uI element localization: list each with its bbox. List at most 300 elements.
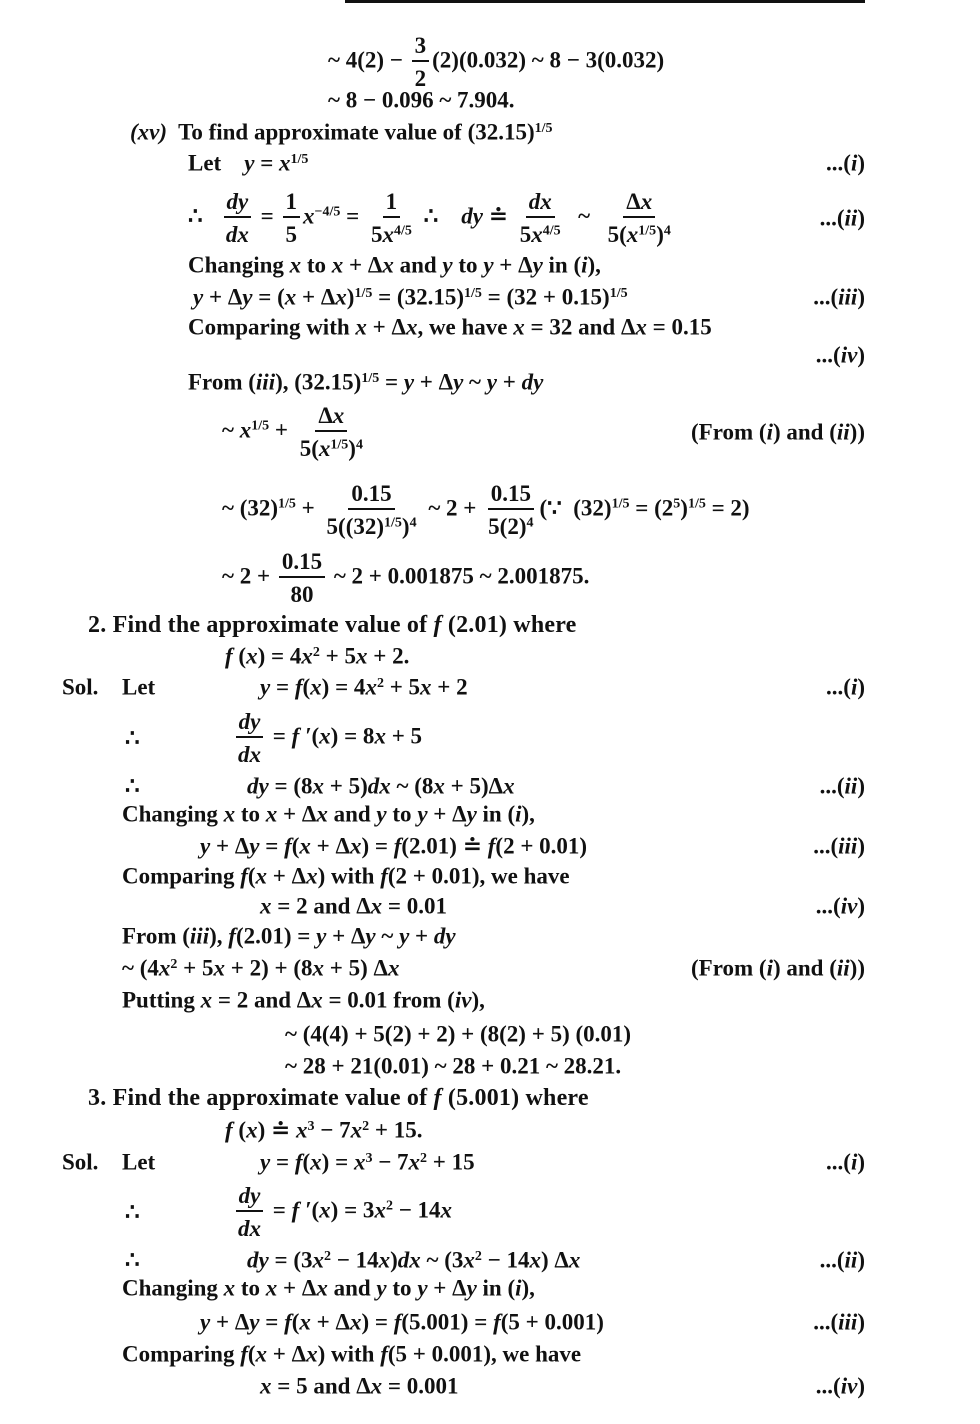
math-text: + Δ	[267, 863, 307, 889]
math-variable: y	[466, 1275, 477, 1301]
math-text: =	[254, 203, 280, 229]
math-text: − 14	[481, 1247, 530, 1273]
exponent: 1/5	[290, 151, 309, 167]
math-text: in (	[542, 252, 582, 278]
fraction-denominator	[368, 218, 415, 246]
math-text: ∴	[417, 203, 462, 229]
math-text: =	[254, 150, 280, 176]
differential-line	[247, 1249, 580, 1272]
math-text: 2. Find the approximate value of	[88, 612, 434, 638]
math-text: (5 + 0.001), we have	[387, 1341, 582, 1367]
math-text: (2.01) where	[441, 612, 577, 638]
math-variable: dy	[461, 203, 483, 229]
math-variable: i	[515, 801, 522, 827]
increment-equation	[200, 1311, 604, 1334]
math-text: + Δ	[414, 369, 454, 395]
fraction	[368, 190, 415, 246]
math-text: + 5	[385, 723, 423, 749]
math-text: ~	[566, 203, 602, 229]
math-text: ∴	[125, 725, 140, 751]
result-line	[285, 1055, 621, 1078]
math-text: ~ 2 + 0.001875 ~ 2.001875.	[328, 563, 590, 589]
math-variable: y	[417, 1275, 428, 1301]
math-text: ) ≐	[257, 1117, 297, 1143]
fraction	[279, 550, 325, 606]
math-variable: i	[850, 674, 858, 700]
math-text: Changing	[122, 801, 224, 827]
exponent: 4/5	[542, 223, 561, 239]
math-text: + Δ	[310, 833, 350, 859]
math-text: ~ (32)	[222, 495, 279, 521]
math-variable: (xv)	[130, 119, 168, 145]
math-text: (From (	[691, 419, 767, 445]
math-variable: f	[433, 1085, 442, 1111]
exponent: 4	[663, 223, 671, 239]
math-variable: y	[399, 923, 410, 949]
exponent: 1/5	[611, 496, 630, 512]
math-text: and	[393, 252, 443, 278]
math-variable: x	[213, 955, 225, 981]
exponent: 2	[376, 675, 384, 691]
fraction	[324, 482, 420, 538]
therefore-symbol	[125, 727, 140, 750]
math-variable: dx	[225, 222, 249, 247]
math-variable: iii	[189, 923, 210, 949]
math-text: )	[857, 674, 865, 700]
fraction-numerator	[383, 190, 401, 218]
math-text: − 7	[314, 1117, 351, 1143]
values-line	[260, 895, 447, 918]
math-text: ...(	[815, 342, 841, 368]
math-text: + Δ	[296, 284, 336, 310]
math-variable: x	[531, 222, 543, 247]
math-variable: x	[331, 252, 344, 278]
math-text: )	[348, 436, 356, 461]
exponent: 2	[170, 956, 178, 972]
exponent: 3	[307, 1118, 315, 1134]
math-variable: y	[403, 369, 415, 395]
math-text: to	[386, 801, 418, 827]
math-variable: x	[223, 801, 236, 827]
math-text: )	[857, 1247, 865, 1273]
math-text: ∴	[125, 1247, 140, 1273]
math-text: (∵ (32)	[539, 495, 612, 521]
math-text: (	[232, 643, 247, 669]
math-variable: x	[299, 1309, 311, 1335]
math-text: + Δ	[210, 833, 250, 859]
math-variable: y	[260, 1149, 271, 1175]
math-text: ~ (4	[122, 955, 159, 981]
exponent: 1/5	[609, 285, 628, 301]
math-variable: dy	[238, 1183, 261, 1208]
exponent: 2	[420, 1150, 428, 1166]
exponent: 2	[323, 1248, 331, 1264]
math-variable: dy	[433, 923, 456, 949]
math-text: =	[259, 833, 285, 859]
math-variable: f	[240, 863, 248, 889]
math-text: +	[269, 417, 294, 443]
math-variable: x	[306, 863, 318, 889]
math-text: ...(	[819, 773, 845, 799]
equation-tag	[816, 344, 865, 367]
math-text: ...(	[813, 284, 839, 310]
math-text: = 0.15	[646, 314, 712, 340]
math-text: =	[270, 1149, 295, 1175]
math-text: = 2)	[705, 495, 750, 521]
math-variable: f	[393, 1309, 402, 1335]
therefore-symbol	[125, 1201, 140, 1224]
let-label	[122, 1151, 155, 1174]
fraction-numerator	[623, 190, 655, 218]
math-variable: dy	[521, 369, 544, 395]
math-text: ),	[587, 252, 601, 278]
differential-line	[247, 775, 515, 798]
math-text: + 5) Δ	[324, 955, 388, 981]
math-text: ∴	[188, 203, 220, 229]
math-text: ...(	[813, 1309, 839, 1335]
math-variable: iii	[838, 833, 858, 859]
math-text: , we have	[417, 314, 514, 340]
math-variable: x	[279, 150, 291, 176]
math-variable: x	[433, 773, 445, 799]
math-text: ≐	[482, 203, 514, 229]
fraction-denominator	[485, 510, 536, 538]
math-variable: dx	[528, 189, 552, 214]
math-text: and	[327, 801, 377, 827]
math-variable: x	[529, 1247, 541, 1273]
math-text: ) =	[321, 1149, 354, 1175]
math-text: ∴	[125, 1199, 140, 1225]
math-variable: dx	[238, 742, 261, 767]
math-text: ~	[463, 369, 487, 395]
math-text: ...(	[819, 1247, 845, 1273]
math-variable: dy	[226, 189, 249, 214]
math-text: 5	[285, 222, 297, 247]
math-variable: x	[374, 723, 386, 749]
math-text: )	[857, 773, 865, 799]
equation-tag	[826, 1151, 865, 1174]
math-text: + Δ	[326, 923, 366, 949]
math-variable: y	[316, 923, 327, 949]
math-variable: x	[260, 893, 272, 919]
math-text: + Δ	[343, 252, 383, 278]
comparing-statement	[122, 1343, 581, 1366]
exponent: 1/5	[638, 223, 657, 239]
math-variable: ii	[844, 1247, 858, 1273]
math-text: + Δ	[277, 1275, 317, 1301]
math-variable: f	[380, 1341, 388, 1367]
math-text: )	[857, 1309, 865, 1335]
math-variable: x	[349, 833, 362, 859]
math-variable: y	[249, 833, 260, 859]
math-variable: x	[265, 1275, 278, 1301]
math-variable: y	[442, 252, 453, 278]
math-variable: x	[387, 955, 400, 981]
math-text: = (3	[268, 1247, 313, 1273]
math-text: (From (	[691, 955, 767, 981]
math-variable: i	[581, 252, 588, 278]
fraction-numerator	[283, 190, 301, 218]
values-line	[260, 1375, 458, 1398]
math-text: ))	[849, 419, 865, 445]
fraction-numerator	[488, 482, 534, 510]
math-text: )	[857, 342, 865, 368]
math-variable: f	[225, 1117, 233, 1143]
math-text: =	[270, 674, 295, 700]
math-variable: x	[310, 674, 322, 700]
math-variable: y	[417, 801, 428, 827]
math-text: = (2	[629, 495, 674, 521]
equation-tag	[820, 1249, 865, 1272]
exponent: 1/5	[330, 437, 349, 453]
math-text: (2 + 0.01), we have	[387, 863, 570, 889]
math-variable: x	[463, 1247, 475, 1273]
math-text: 80	[290, 582, 314, 607]
math-variable: y	[200, 1309, 211, 1335]
math-variable: y	[193, 284, 204, 310]
math-text: )	[857, 833, 865, 859]
result-line	[222, 550, 589, 606]
math-text: + Δ	[277, 801, 317, 827]
approximation-line	[222, 482, 750, 538]
equation-tag	[816, 1375, 865, 1398]
math-variable: x	[370, 893, 383, 919]
math-text: =	[267, 723, 292, 749]
math-variable: x	[312, 1247, 324, 1273]
math-text: = (	[252, 284, 285, 310]
math-text: + 15.	[369, 1117, 423, 1143]
math-text: ),	[209, 923, 229, 949]
math-text: in (	[476, 801, 516, 827]
math-variable: f	[393, 833, 402, 859]
math-variable: x	[311, 987, 323, 1013]
math-variable: f ′	[291, 723, 312, 749]
math-text: ) = 4	[257, 643, 302, 669]
math-text: )	[401, 514, 410, 539]
top-rule	[345, 0, 865, 3]
exponent: 1/5	[361, 370, 380, 386]
math-variable: f	[228, 923, 236, 949]
math-text: ...(	[819, 205, 845, 231]
increment-equation	[193, 286, 628, 309]
math-variable: dx	[367, 773, 391, 799]
math-text: 1	[285, 189, 297, 214]
math-text: From (	[188, 369, 256, 395]
math-text: ...(	[813, 833, 839, 859]
math-text: + Δ	[366, 314, 406, 340]
math-variable: iii	[838, 284, 858, 310]
math-variable: x	[626, 222, 639, 247]
math-text: ) and (	[772, 955, 837, 981]
math-variable: x	[408, 1149, 421, 1175]
math-text: (5 + 0.001)	[500, 1309, 604, 1335]
equation-tag	[826, 152, 865, 175]
math-variable: ii	[836, 955, 850, 981]
math-variable: dy	[247, 1247, 269, 1273]
math-variable: x	[353, 1149, 366, 1175]
math-variable: x	[374, 1197, 386, 1223]
math-variable: x	[365, 674, 377, 700]
math-variable: x	[640, 189, 653, 214]
math-variable: x	[440, 1197, 453, 1223]
math-text: =	[379, 369, 404, 395]
fraction-numerator	[348, 482, 394, 510]
math-text: = 0.001	[382, 1373, 459, 1399]
math-variable: y	[249, 1309, 260, 1335]
comparing-statement	[122, 865, 570, 888]
math-text: + 2.	[367, 643, 410, 669]
math-variable: dy	[247, 773, 269, 799]
math-text: (	[291, 1309, 300, 1335]
math-text: )	[656, 222, 664, 247]
exponent: 2	[385, 1198, 393, 1214]
math-variable: x	[255, 863, 268, 889]
math-text: + Δ	[427, 801, 467, 827]
fraction	[223, 190, 252, 246]
math-variable: x	[306, 1341, 318, 1367]
math-variable: x	[382, 252, 394, 278]
math-text: (	[247, 863, 256, 889]
math-variable: x	[265, 801, 278, 827]
equation-tag	[813, 1311, 865, 1334]
math-variable: y	[260, 674, 271, 700]
therefore-symbol	[125, 775, 140, 798]
math-text: (	[302, 1149, 311, 1175]
from-iii-line	[188, 371, 543, 394]
math-text: Let	[122, 1149, 156, 1175]
math-text: ~ (4(4) + 5(2) + 2) + (8(2) + 5) (0.01)	[285, 1021, 632, 1047]
math-text: )	[390, 1247, 398, 1273]
math-text: ),	[471, 987, 485, 1013]
math-variable: iv	[840, 342, 858, 368]
math-variable: x	[299, 833, 311, 859]
math-variable: f	[433, 612, 442, 638]
function-definition	[225, 1119, 423, 1142]
fraction-numerator	[224, 190, 252, 218]
fraction-numerator	[412, 34, 430, 62]
math-text: ), (32.15)	[275, 369, 362, 395]
math-variable: y	[365, 923, 376, 949]
derivative-line	[188, 190, 677, 246]
math-variable: dx	[238, 1216, 261, 1241]
from-iii-line	[122, 925, 456, 948]
math-text: )	[857, 1373, 865, 1399]
fraction-denominator	[235, 1212, 264, 1240]
fraction	[297, 404, 366, 460]
math-text: ...(	[826, 674, 851, 700]
math-variable: f	[240, 1341, 248, 1367]
math-text: − 7	[372, 1149, 409, 1175]
math-variable: x	[246, 643, 258, 669]
math-variable: x	[568, 1247, 581, 1273]
math-text: ~ 4(2) −	[328, 47, 409, 73]
exponent: 4	[355, 437, 363, 453]
let-equation	[260, 676, 468, 699]
math-text: )	[857, 150, 865, 176]
exponent: 2	[362, 1118, 370, 1134]
math-text: )	[857, 1149, 865, 1175]
math-text: 5(	[607, 222, 627, 247]
math-text: Putting	[122, 987, 201, 1013]
equation-tag	[820, 775, 865, 798]
math-text: 5	[519, 222, 532, 247]
math-variable: ii	[836, 419, 850, 445]
fraction	[283, 190, 301, 246]
math-text: Sol.	[62, 674, 99, 700]
math-text: 0.15	[351, 481, 392, 506]
math-variable: y	[483, 252, 494, 278]
math-variable: ii	[844, 205, 858, 231]
math-text: (	[291, 833, 300, 859]
math-text: 5	[370, 222, 383, 247]
math-text: = (32 + 0.15)	[481, 284, 610, 310]
math-text: = (32.15)	[372, 284, 465, 310]
solution-label	[62, 1151, 98, 1174]
math-text: ),	[521, 1275, 535, 1301]
fraction	[605, 190, 674, 246]
therefore-symbol	[125, 1249, 140, 1272]
fraction	[485, 482, 536, 538]
exponent: 1/5	[278, 496, 296, 512]
approximation-line	[222, 404, 369, 460]
math-variable: x	[255, 1341, 268, 1367]
math-text: ) and (	[772, 419, 837, 445]
math-text: ~ 2 +	[222, 563, 276, 589]
math-text: ...(	[815, 893, 841, 919]
math-variable: x	[158, 955, 171, 981]
let-label	[122, 676, 155, 699]
math-text: Let	[188, 150, 245, 176]
math-text: ...(	[826, 1149, 851, 1175]
fraction	[412, 34, 430, 90]
math-variable: f	[294, 1149, 303, 1175]
fraction-denominator	[283, 218, 301, 246]
math-variable: y	[453, 369, 464, 395]
math-variable: iv	[454, 987, 472, 1013]
math-text: ) with	[317, 863, 381, 889]
math-variable: i	[766, 419, 773, 445]
math-variable: x	[382, 222, 394, 247]
exponent: 1/5	[354, 285, 373, 301]
math-text: (	[302, 674, 311, 700]
math-variable: f ′	[291, 1197, 312, 1223]
fraction-denominator	[517, 218, 564, 246]
math-text: Let	[122, 674, 156, 700]
math-variable: f	[284, 833, 292, 859]
math-variable: x	[350, 1117, 363, 1143]
problem-2-heading	[88, 613, 577, 637]
math-text: +	[409, 923, 434, 949]
math-text: ) = 8	[330, 723, 375, 749]
math-variable: x	[223, 1275, 236, 1301]
math-text: )	[346, 284, 355, 310]
math-text: ~ 8 − 0.096 ~ 7.904.	[328, 87, 515, 113]
math-variable: x	[303, 203, 315, 229]
exponent: 4	[526, 515, 534, 531]
fraction-numerator	[279, 550, 325, 578]
derivative-line	[232, 1184, 452, 1240]
math-text: ) =	[361, 1309, 394, 1335]
math-variable: i	[850, 1149, 858, 1175]
math-text: From (	[122, 923, 190, 949]
math-text: to	[452, 252, 484, 278]
math-text: = 32 and Δ	[524, 314, 636, 340]
math-text: (	[232, 1117, 247, 1143]
equation-tag	[813, 835, 865, 858]
equation-tag	[691, 957, 865, 980]
math-text: + 5	[177, 955, 214, 981]
math-text: + Δ	[203, 284, 243, 310]
